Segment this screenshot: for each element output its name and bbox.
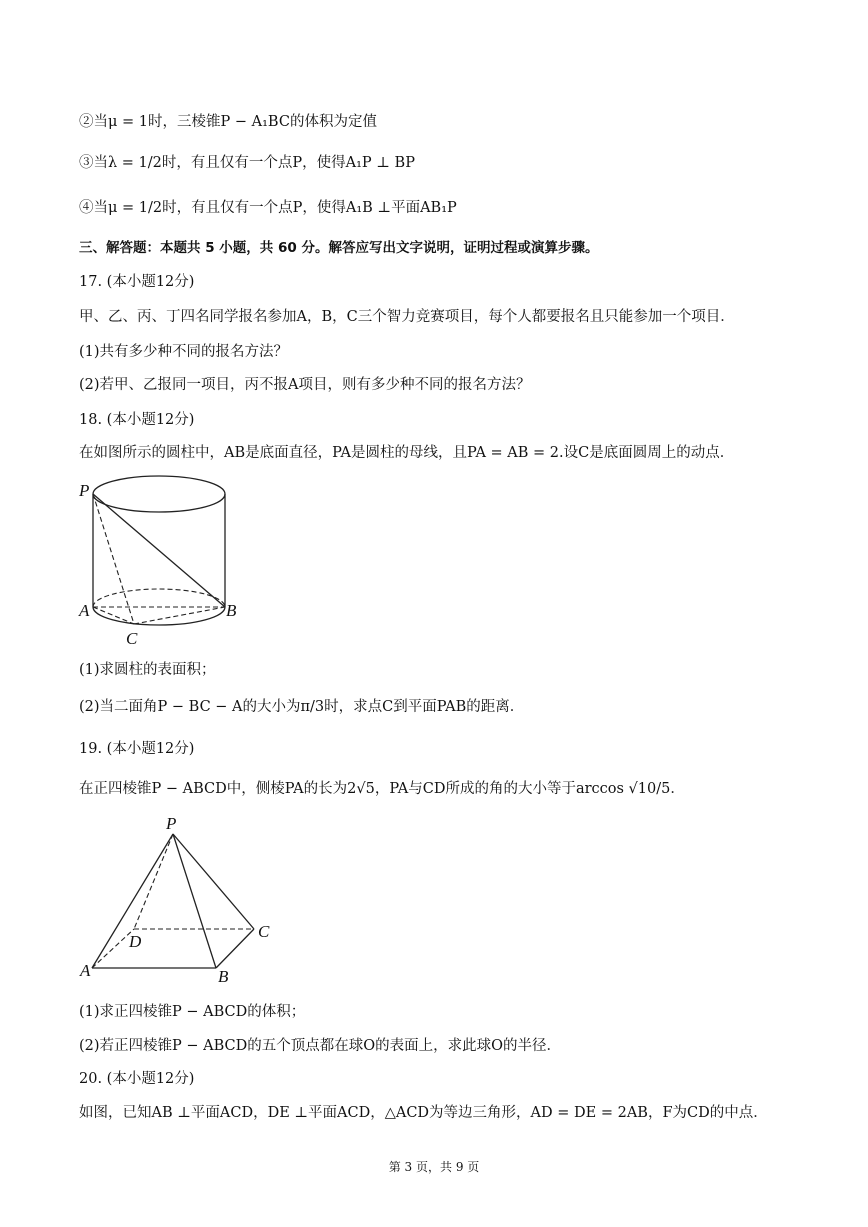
label-p: P — [166, 814, 177, 833]
option-2: ②当μ = 1时，三棱锥P − A₁BC的体积为定值 — [79, 114, 377, 130]
q17-part1: (1)共有多少种不同的报名方法？ — [79, 344, 289, 360]
q19-text: 在正四棱锥P − ABCD中，侧棱PA的长为2√5，PA与CD所成的角的大小等于arccos √10/5． — [79, 781, 685, 797]
label-c: C — [258, 922, 270, 941]
q20-heading: 20. (本小题12分) — [79, 1071, 195, 1087]
q17-text: 甲、乙、丙、丁四名同学报名参加A，B，C三个智力竞赛项目，每个人都要报名且只能参加一个项目． — [79, 309, 735, 325]
q18-part1: (1)求圆柱的表面积； — [79, 662, 216, 678]
q18-heading: 18. (本小题12分) — [79, 412, 195, 428]
q19-heading: 19. (本小题12分) — [79, 741, 195, 757]
q17-part2: (2)若甲、乙报同一项目，丙不报A项目，则有多少种不同的报名方法？ — [79, 377, 531, 393]
option-3: ③当λ = 1/2时，有且仅有一个点P，使得A₁P ⊥ BP — [79, 155, 415, 171]
label-b: B — [218, 967, 229, 986]
q19-part1: (1)求正四棱锥P − ABCD的体积； — [79, 1004, 306, 1020]
section-three-heading: 三、解答题：本题共 5 小题，共 60 分。解答应写出文字说明，证明过程或演算步骤。 — [79, 240, 599, 256]
q19-part2: (2)若正四棱锥P − ABCD的五个顶点都在球O的表面上，求此球O的半径． — [79, 1038, 562, 1054]
q17-heading: 17. (本小题12分) — [79, 274, 195, 290]
label-a: A — [79, 601, 90, 620]
pyramid-figure — [78, 812, 298, 986]
q20-text: 如图，已知AB ⊥平面ACD，DE ⊥平面ACD，△ACD为等边三角形，AD = DE = 2AB，F为CD的中点． — [79, 1105, 768, 1121]
label-p: P — [79, 481, 90, 500]
label-b: B — [226, 601, 237, 620]
label-c: C — [126, 629, 138, 648]
page-footer: 第 3 页，共 9 页 — [388, 1160, 480, 1174]
label-a: A — [80, 961, 91, 980]
q18-part2: (2)当二面角P − BC − A的大小为π/3时，求点C到平面PAB的距离． — [79, 699, 525, 715]
q18-text: 在如图所示的圆柱中，AB是底面直径，PA是圆柱的母线，且PA = AB = 2.设C是底面圆周上的动点． — [79, 445, 735, 461]
label-d: D — [129, 932, 142, 951]
cylinder-figure — [76, 470, 276, 650]
option-4: ④当μ = 1/2时，有且仅有一个点P，使得A₁B ⊥平面AB₁P — [79, 200, 457, 216]
